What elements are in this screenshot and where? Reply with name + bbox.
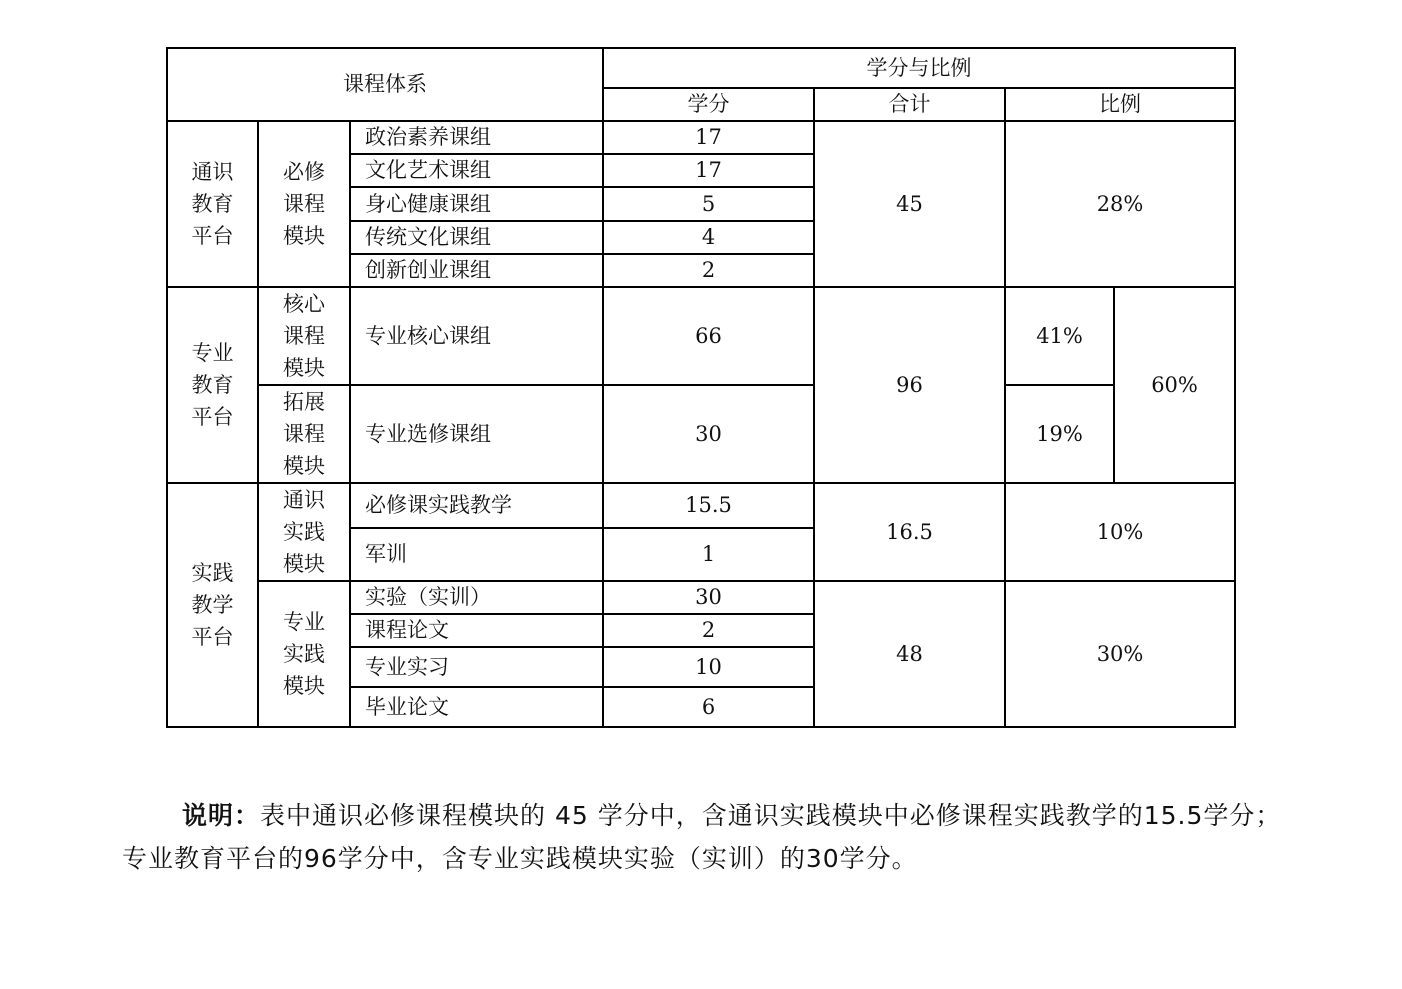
practice-general-total: 16.5 <box>814 483 1005 581</box>
course-group-credit: 10 <box>603 647 814 687</box>
major-core-ratio: 41% <box>1005 287 1114 385</box>
course-group-name: 实验（实训） <box>350 581 603 614</box>
header-total: 合计 <box>814 88 1005 121</box>
practice-major-ratio: 30% <box>1005 581 1235 727</box>
course-group-credit: 6 <box>603 687 814 727</box>
course-group-credit: 17 <box>603 154 814 187</box>
course-group-credit: 30 <box>603 581 814 614</box>
course-group-credit: 5 <box>603 187 814 221</box>
course-group-credit: 2 <box>603 614 814 647</box>
platform-practice-teaching: 实践 教学 平台 <box>167 483 258 727</box>
general-ratio: 28% <box>1005 121 1235 287</box>
course-group-credit: 17 <box>603 121 814 154</box>
course-group-name: 创新创业课组 <box>350 254 603 287</box>
platform-general-education: 通识 教育 平台 <box>167 121 258 287</box>
course-group-name: 必修课实践教学 <box>350 483 603 528</box>
major-total: 96 <box>814 287 1005 483</box>
course-group-name: 专业核心课组 <box>350 287 603 385</box>
major-ext-ratio: 19% <box>1005 385 1114 483</box>
course-group-name: 专业实习 <box>350 647 603 687</box>
header-credit-ratio: 学分与比例 <box>603 48 1235 88</box>
note-label: 说明： <box>182 801 261 830</box>
course-group-name: 专业选修课组 <box>350 385 603 483</box>
platform-major-education: 专业 教育 平台 <box>167 287 258 483</box>
credit-structure-table <box>166 47 1236 728</box>
header-credit: 学分 <box>603 88 814 121</box>
course-group-name: 政治素养课组 <box>350 121 603 154</box>
module-major-practice: 专业 实践 模块 <box>258 581 350 727</box>
course-group-name: 文化艺术课组 <box>350 154 603 187</box>
note-text: 表中通识必修课程模块的 45 学分中，含通识实践模块中必修课程实践教学的15.5学分；专业教育平台的96学分中，含专业实践模块实验（实训）的30学分。 <box>122 801 1282 873</box>
practice-general-ratio: 10% <box>1005 483 1235 581</box>
table-note <box>122 794 1284 880</box>
course-group-credit: 66 <box>603 287 814 385</box>
course-group-name: 毕业论文 <box>350 687 603 727</box>
course-group-credit: 15.5 <box>603 483 814 528</box>
course-group-name: 课程论文 <box>350 614 603 647</box>
module-general-practice: 通识 实践 模块 <box>258 483 350 581</box>
module-general-required: 必修 课程 模块 <box>258 121 350 287</box>
general-total: 45 <box>814 121 1005 287</box>
header-ratio: 比例 <box>1005 88 1235 121</box>
module-major-core: 核心 课程 模块 <box>258 287 350 385</box>
major-ratio: 60% <box>1114 287 1235 483</box>
course-group-name: 军训 <box>350 528 603 581</box>
practice-major-total: 48 <box>814 581 1005 727</box>
course-group-credit: 30 <box>603 385 814 483</box>
course-group-name: 身心健康课组 <box>350 187 603 221</box>
course-group-name: 传统文化课组 <box>350 221 603 254</box>
module-major-extension: 拓展 课程 模块 <box>258 385 350 483</box>
course-group-credit: 1 <box>603 528 814 581</box>
course-group-credit: 4 <box>603 221 814 254</box>
course-group-credit: 2 <box>603 254 814 287</box>
header-course-system: 课程体系 <box>167 48 603 121</box>
